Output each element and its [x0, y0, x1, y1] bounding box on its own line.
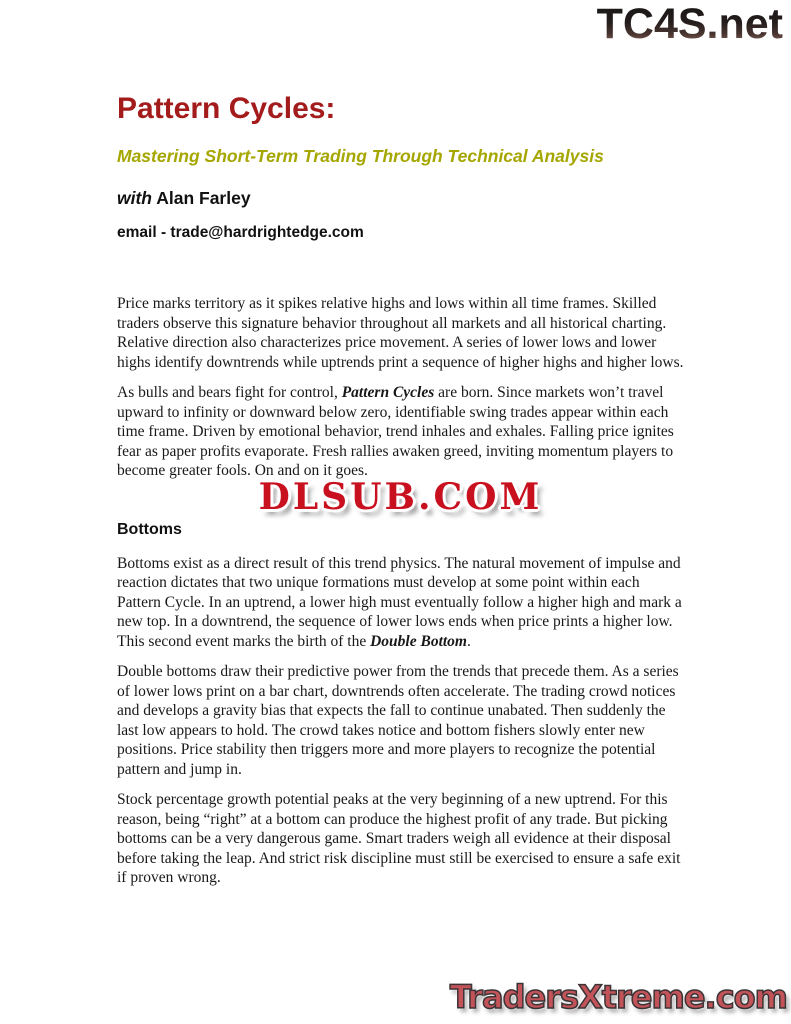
emphasis-pattern-cycles: Pattern Cycles — [341, 384, 435, 401]
section-heading-bottoms: Bottoms — [117, 521, 182, 538]
paragraph-double-bottoms-power: Double bottoms draw their predictive power from the trends that precede them. As a series of lower lows print on a bar chart, downtrends often accelerate. The trading crowd notices and develops a gravity bias that expects the fall to continue unabated. Then suddenly the last low appears to hold. The crowd takes notice and bottom fishers slowly enter new positions. Price stability then triggers more and more players to recognize the potential pattern and jump in. — [117, 663, 679, 778]
tc4s-site-logo: TC4S.net — [596, 0, 783, 48]
paragraph-growth-potential: Stock percentage growth potential peaks at the very beginning of a new uptrend. For this reason, being “right” at a bottom can produce the highest profit of any trade. But picking bottoms can be a very dangerous game. Smart traders weigh all evidence at their disposal before taking the leap. And strict risk discipline must still be exercised to ensure a safe exit if proven wrong. — [117, 791, 681, 886]
emphasis-double-bottom: Double Bottom — [370, 632, 467, 650]
paragraph-price-territory: Price marks territory as it spikes relative highs and lows within all time frames. Skilled traders observe this signature behavior throughout all markets and all historical charting. Relative direction also characterizes price movement. A series of lower lows and lower highs identify downtrends while uptrends print a sequence of higher highs and higher lows. — [117, 295, 684, 371]
body-text — [117, 294, 684, 899]
byline-author: Alan Farley — [156, 188, 251, 208]
paragraph-segment: are born. Since markets won’t travel upward to infinity or downward below zero, identifiable swing trades appear within each time frame. Driven by emotional behavior, trend inhales and exhales. Falling price ignites fear as paper profits evaporate. Fresh rallies awaken greed, inviting momentum players to become greater fools. On and on it goes. — [117, 384, 674, 479]
email-line: email - trade@hardrightedge.com — [117, 224, 364, 241]
byline-prefix: with — [117, 188, 152, 208]
dlsub-watermark-wrap — [117, 475, 684, 518]
byline — [117, 188, 251, 209]
paragraph-bottoms-physics — [117, 554, 684, 652]
page-subtitle: Mastering Short-Term Trading Through Technical Analysis — [117, 146, 604, 166]
dlsub-watermark-logo: DLSUB.COM — [258, 475, 543, 518]
paragraph-segment: Bottoms exist as a direct result of this trend physics. The natural movement of impulse and reaction dictates that two unique formations must develop at some point within each Pattern Cycle. In an uptrend, a lower high must eventually follow a higher high and mark a new top. In a downtrend, the sequence of lower lows ends when price prints a higher low. This second event marks the birth of the — [117, 554, 682, 650]
tradersxtreme-site-logo: TradersXtreme.com — [449, 978, 787, 1016]
page-title: Pattern Cycles: — [117, 92, 336, 125]
paragraph-segment: As bulls and bears fight for control, — [117, 384, 342, 401]
paragraph-segment: . — [467, 632, 471, 650]
paragraph-pattern-cycles — [117, 383, 684, 481]
